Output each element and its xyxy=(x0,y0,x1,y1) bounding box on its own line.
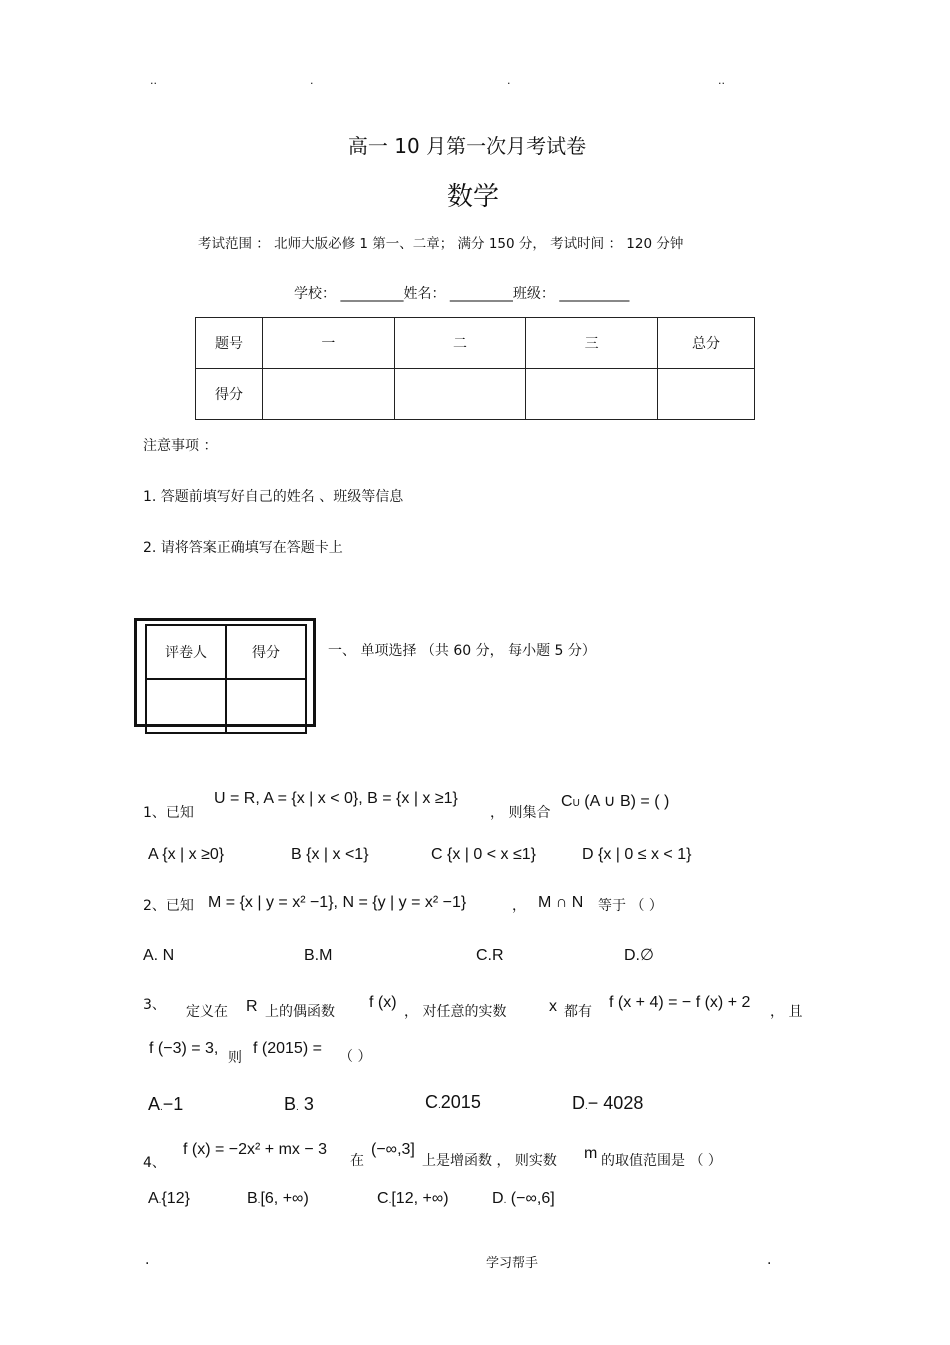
score-table-header: 一 xyxy=(263,318,395,369)
option-label: C xyxy=(377,1190,389,1207)
q1-tail: ， 则集合 xyxy=(490,805,551,821)
q1-option-b[interactable] xyxy=(291,846,369,864)
page-title: 高一 10 月第一次月考试卷 xyxy=(347,134,587,158)
option-label: D. xyxy=(624,947,640,964)
score-row-label: 得分 xyxy=(196,369,263,420)
q3-expr: R xyxy=(246,998,258,1015)
option-text: {12} xyxy=(161,1190,190,1207)
score-table-header: 题号 xyxy=(196,318,263,369)
option-text: −1 xyxy=(162,1094,184,1114)
option-text: ∅ xyxy=(640,947,654,964)
q1-complement xyxy=(561,791,669,811)
option-text: {x | x <1} xyxy=(306,846,369,863)
option-text: {x | 0 < x ≤1} xyxy=(447,846,537,863)
option-label: D xyxy=(572,1093,585,1113)
grader-score-label: 得分 xyxy=(226,625,306,679)
score-cell[interactable] xyxy=(263,369,395,420)
q2-option-b[interactable] xyxy=(304,947,332,965)
score-table-header-row xyxy=(196,318,755,369)
option-label: C xyxy=(425,1092,438,1112)
section-title: 一、 单项选择 （共 60 分， 每小题 5 分） xyxy=(328,643,596,659)
notes-title: 注意事项 ： xyxy=(143,438,218,454)
header-dot-4: .. xyxy=(718,74,725,87)
score-table xyxy=(195,317,755,420)
q3-text: 上的偶函数 xyxy=(265,1004,335,1020)
q2-option-d[interactable] xyxy=(624,945,654,965)
q3-expr: f (x) xyxy=(369,994,397,1011)
option-text: 3 xyxy=(303,1094,314,1114)
q2-option-a[interactable] xyxy=(143,947,174,965)
option-label: B. xyxy=(304,947,320,964)
score-cell[interactable] xyxy=(658,369,755,420)
grader-score-cell[interactable] xyxy=(226,679,306,733)
q3-text: 都有 xyxy=(564,1004,592,1020)
q1-option-a[interactable] xyxy=(148,846,224,864)
option-label: A. xyxy=(143,947,159,964)
q3-expr: f (x + 4) = − f (x) + 2 xyxy=(609,994,751,1011)
score-table-score-row xyxy=(196,369,755,420)
q2-expression: M = {x | y = x² −1}, N = {y | y = x² −1} xyxy=(208,894,467,911)
option-text: [6, +∞) xyxy=(260,1190,309,1207)
q4-expr: f (x) = −2x² + mx − 3 xyxy=(183,1141,328,1158)
student-info: 学校： _________姓名： _________班级： __________ xyxy=(294,286,630,302)
q4-number: 4、 xyxy=(143,1155,166,1171)
score-table-header: 二 xyxy=(394,318,526,369)
note-item: 2. 请将答案正确填写在答题卡上 xyxy=(143,540,343,556)
q4-text: 的取值范围是 （ ） xyxy=(601,1153,722,1169)
q1-complement-rest: (A ∪ B) = ( ) xyxy=(579,793,670,810)
q4-option-d[interactable]: D. (−∞,6] xyxy=(492,1190,555,1207)
q1-expression: U = R, A = {x | x < 0}, B = {x | x ≥1} xyxy=(214,790,458,807)
option-text: 2015 xyxy=(440,1092,481,1112)
header-dot-2: . xyxy=(310,74,314,87)
q3-expr: f (−3) = 3, xyxy=(149,1040,219,1057)
q4-option-a[interactable]: A.{12} xyxy=(148,1190,190,1207)
q3-number: 3、 xyxy=(143,997,166,1013)
subject-title: 数学 xyxy=(446,182,499,212)
grader-reviewer-cell[interactable] xyxy=(146,679,226,733)
q2-intersection: M ∩ N xyxy=(538,894,584,911)
q1-number: 1、已知 xyxy=(143,805,194,821)
option-label: A xyxy=(148,1190,159,1207)
option-text: N xyxy=(162,947,175,964)
q4-option-c[interactable]: C.[12, +∞) xyxy=(377,1190,449,1207)
q2-tail2: 等于 （ ） xyxy=(598,898,663,914)
option-label: B xyxy=(291,846,302,863)
q3-expr: f (2015) = xyxy=(253,1040,322,1057)
q1-complement-c: C xyxy=(561,793,573,810)
q3-text: ， 且 xyxy=(770,1004,803,1020)
note-item: 1. 答题前填写好自己的姓名 、班级等信息 xyxy=(143,489,404,505)
option-text: R xyxy=(492,947,504,964)
header-dot-3: . xyxy=(507,74,511,87)
q4-expr: (−∞,3] xyxy=(371,1141,415,1158)
grader-reviewer-label: 评卷人 xyxy=(146,625,226,679)
option-text: {x | 0 ≤ x < 1} xyxy=(598,846,692,863)
q3-option-c[interactable]: C.2015 xyxy=(425,1092,481,1112)
q2-option-c[interactable] xyxy=(476,947,504,965)
option-label: D xyxy=(492,1190,504,1207)
q1-complement-sub: U xyxy=(572,798,580,809)
grader-box xyxy=(134,618,316,727)
option-label: D xyxy=(582,846,594,863)
option-text: M xyxy=(319,947,333,964)
option-text: {x | x ≥0} xyxy=(162,846,225,863)
footer-text: 学习帮手 xyxy=(486,1256,539,1271)
q4-text: 上是增函数 ， 则实数 xyxy=(422,1153,557,1169)
score-table-header: 总分 xyxy=(658,318,755,369)
footer-left-dot: . xyxy=(145,1252,150,1268)
option-label: B xyxy=(247,1190,258,1207)
q1-option-d[interactable] xyxy=(582,846,691,864)
q3-option-d[interactable]: D.− 4028 xyxy=(572,1093,644,1113)
score-cell[interactable] xyxy=(526,369,658,420)
q2-tail: ， xyxy=(512,898,526,914)
q3-option-a[interactable]: A.−1 xyxy=(148,1094,184,1114)
option-label: C. xyxy=(476,947,492,964)
option-label: A xyxy=(148,846,158,863)
q3-expr: x xyxy=(549,998,557,1015)
header-dot-1: .. xyxy=(150,74,157,87)
option-text: [12, +∞) xyxy=(391,1190,449,1207)
q3-text: （ ） xyxy=(339,1049,372,1065)
q4-option-b[interactable]: B.[6, +∞) xyxy=(247,1190,309,1207)
q3-text: 则 xyxy=(228,1050,242,1066)
option-label: A xyxy=(148,1094,161,1114)
option-label: C xyxy=(431,846,443,863)
q3-option-b[interactable]: B. 3 xyxy=(284,1094,314,1114)
q4-text: 在 xyxy=(350,1153,364,1169)
q1-option-c[interactable] xyxy=(431,846,536,864)
option-text: (−∞,6] xyxy=(510,1190,555,1207)
footer-right-dot: . xyxy=(767,1252,772,1268)
exam-info: 考试范围 ： 北师大版必修 1 第一、二章； 满分 150 分， 考试时间 ： 120 分钟 xyxy=(198,236,684,252)
option-text: − 4028 xyxy=(587,1093,644,1113)
q3-text: ， 对任意的实数 xyxy=(404,1004,507,1020)
score-cell[interactable] xyxy=(394,369,526,420)
q4-expr: m xyxy=(584,1145,598,1162)
q2-number: 2、已知 xyxy=(143,898,194,914)
option-label: B xyxy=(284,1094,297,1114)
q3-text: 定义在 xyxy=(186,1004,228,1020)
score-table-header: 三 xyxy=(526,318,658,369)
